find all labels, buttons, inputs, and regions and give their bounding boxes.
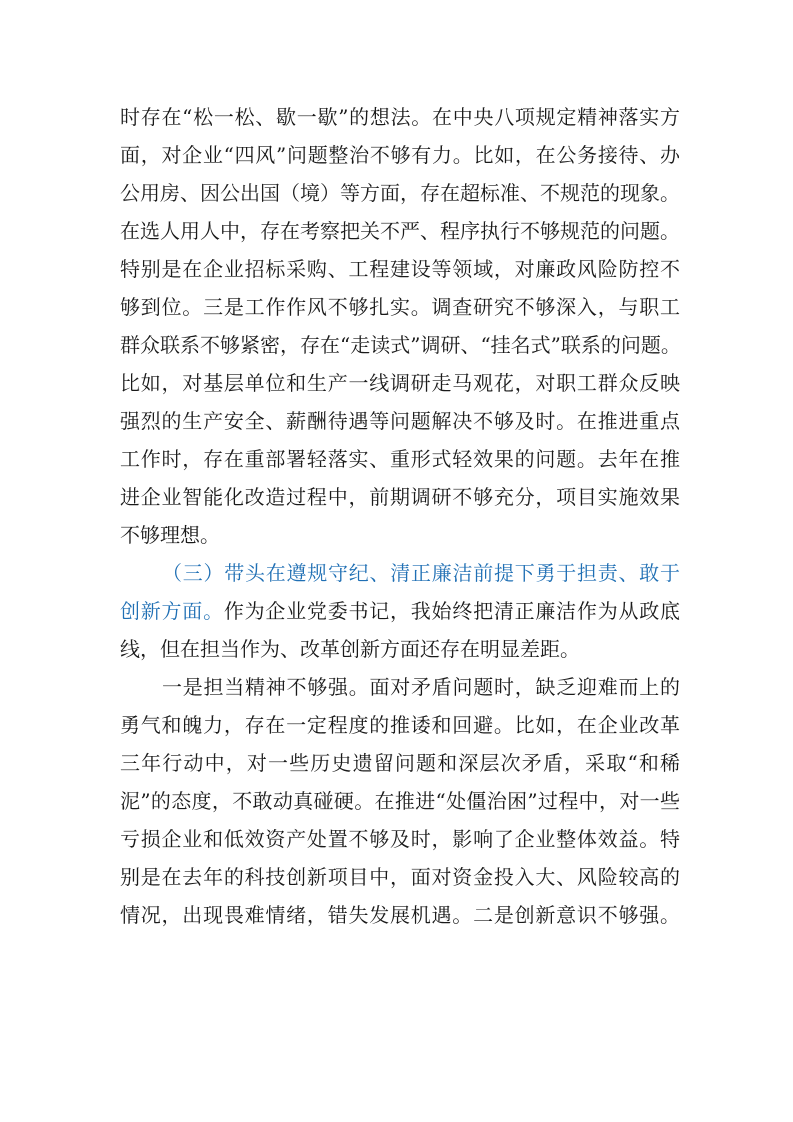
text-segment: 三年行动中，对一些历史遗留问题和深层次矛盾，采取“和稀	[120, 751, 680, 775]
text-segment: 进企业智能化改造过程中，前期调研不够充分，项目实施效果	[120, 485, 680, 509]
text-line	[120, 174, 680, 212]
text-line	[120, 782, 680, 820]
text-line	[120, 896, 680, 934]
text-segment: 群众联系不够紧密，存在“走读式”调研、“挂名式”联系的问题。	[120, 333, 681, 357]
text-segment: 强烈的生产安全、薪酬待遇等问题解决不够及时。在推进重点	[120, 409, 680, 433]
text-line	[120, 440, 680, 478]
text-line	[120, 212, 680, 250]
text-segment: 不够理想。	[120, 523, 220, 547]
text-segment: 够到位。三是工作作风不够扎实。调查研究不够深入，与职工	[120, 295, 680, 319]
text-line	[120, 858, 680, 896]
text-line	[120, 478, 680, 516]
text-segment: 情况，出现畏难情绪，错失发展机遇。二是创新意识不够强。	[120, 903, 680, 927]
text-segment: 作为企业党委书记，我始终把清正廉洁作为从政底	[223, 599, 681, 623]
heading-segment: 创新方面。	[120, 599, 224, 623]
text-segment: 别是在去年的科技创新项目中，面对资金投入大、风险较高的	[120, 865, 680, 889]
text-segment: 工作时，存在重部署轻落实、重形式轻效果的问题。去年在推	[120, 447, 680, 471]
text-line	[120, 706, 680, 744]
text-segment: 在选人用人中，存在考察把关不严、程序执行不够规范的问题。	[120, 219, 680, 243]
text-line	[120, 402, 680, 440]
text-line	[120, 250, 680, 288]
text-line	[120, 326, 680, 364]
text-segment: 公用房、因公出国（境）等方面，存在超标准、不规范的现象。	[120, 181, 680, 205]
text-line	[120, 820, 680, 858]
text-segment: 时存在“松一松、歇一歇”的想法。在中央八项规定精神落实方	[120, 105, 680, 129]
text-line	[120, 98, 680, 136]
text-segment: 特别是在企业招标采购、工程建设等领域，对廉政风险防控不	[120, 257, 680, 281]
body-text	[120, 98, 680, 934]
text-line	[120, 554, 680, 592]
text-line	[120, 630, 680, 668]
text-segment: 面，对企业“四风”问题整治不够有力。比如，在公务接待、办	[120, 143, 680, 167]
text-line	[120, 136, 680, 174]
heading-segment: （三）带头在遵规守纪、清正廉洁前提下勇于担责、敢于	[162, 561, 680, 585]
text-segment: 比如，对基层单位和生产一线调研走马观花，对职工群众反映	[120, 371, 680, 395]
text-segment: 线，但在担当作为、改革创新方面还存在明显差距。	[120, 637, 580, 661]
text-line	[120, 668, 680, 706]
text-line	[120, 592, 680, 630]
text-segment: 勇气和魄力，存在一定程度的推诿和回避。比如，在企业改革	[120, 713, 680, 737]
text-line	[120, 744, 680, 782]
text-segment: 一是担当精神不够强。面对矛盾问题时，缺乏迎难而上的	[162, 675, 680, 699]
text-line	[120, 288, 680, 326]
text-line	[120, 516, 680, 554]
text-segment: 亏损企业和低效资产处置不够及时，影响了企业整体效益。特	[120, 827, 680, 851]
text-line	[120, 364, 680, 402]
text-segment: 泥”的态度，不敢动真碰硬。在推进“处僵治困”过程中，对一些	[120, 789, 680, 813]
